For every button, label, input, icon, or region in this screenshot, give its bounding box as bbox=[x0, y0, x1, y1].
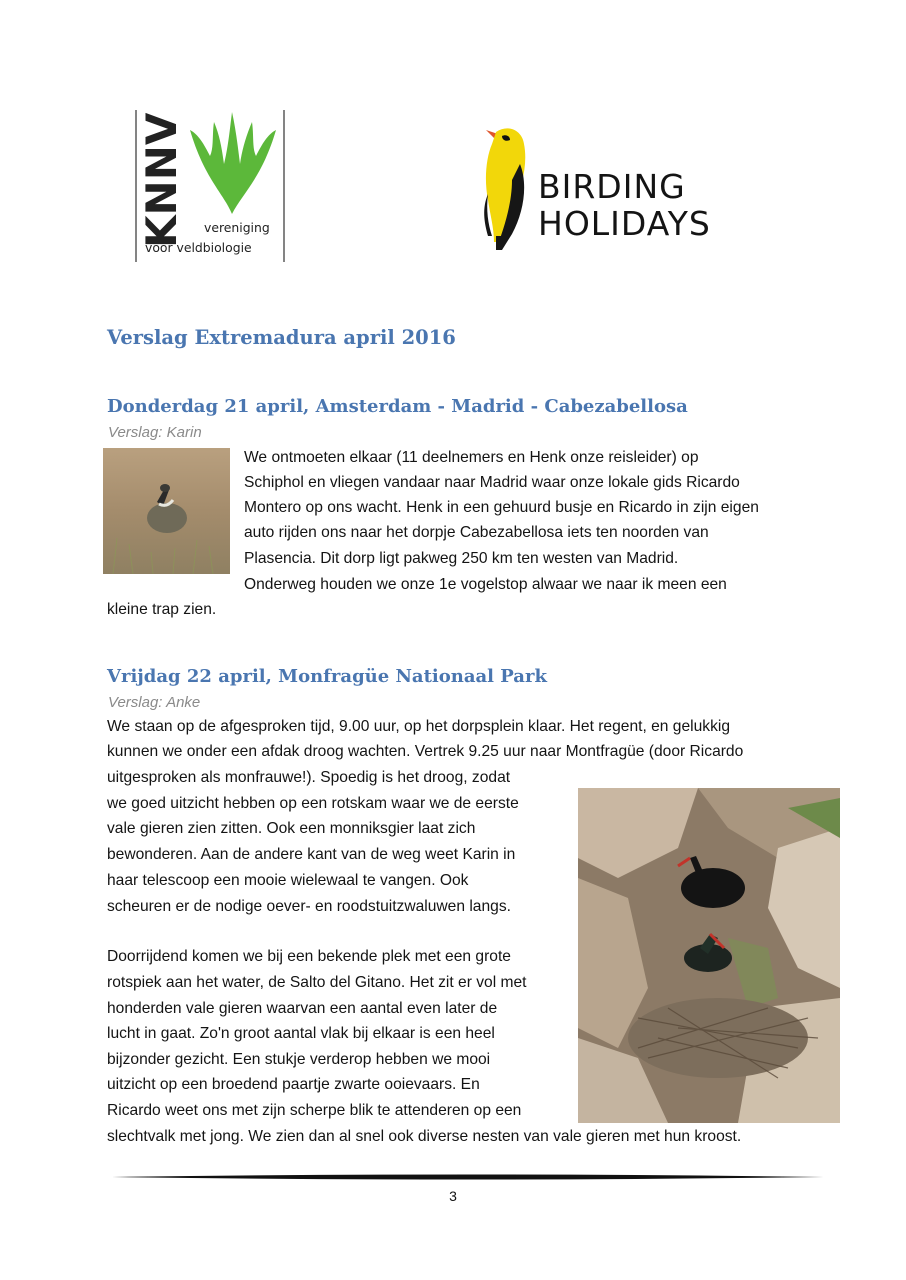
section-author-day1: Verslag: Karin bbox=[108, 424, 202, 441]
paragraph-line: haar telescoop een mooie wielewaal te vangen. Ook bbox=[107, 872, 469, 889]
little-bustard-photo bbox=[103, 448, 230, 574]
section-author-day2: Verslag: Anke bbox=[108, 694, 201, 711]
paragraph-line: lucht in gaat. Zo'n groot aantal vlak bij elkaar is een heel bbox=[107, 1025, 495, 1042]
paragraph-line: auto rijden ons naar het dorpje Cabezabellosa iets ten noorden van bbox=[244, 524, 709, 541]
paragraph-line: scheuren er de nodige oever- en roodstuitzwaluwen langs. bbox=[107, 898, 511, 915]
report-title: Verslag Extremadura april 2016 bbox=[107, 326, 456, 349]
oriole-icon bbox=[482, 124, 542, 254]
birding-holidays-wordmark bbox=[538, 168, 711, 242]
knnv-logo-graphic bbox=[132, 108, 288, 266]
paragraph-line: uitzicht op een broedend paartje zwarte ooievaars. En bbox=[107, 1076, 480, 1093]
paragraph-line: we goed uitzicht hebben op een rotskam waar we de eerste bbox=[107, 795, 519, 812]
paragraph-line: vale gieren zien zitten. Ook een monniksgier laat zich bbox=[107, 820, 476, 837]
knnv-logo bbox=[132, 108, 288, 266]
paragraph-line: uitgesproken als monfrauwe!). Spoedig is het droog, zodat bbox=[107, 769, 511, 786]
page-number: 3 bbox=[449, 1188, 457, 1204]
paragraph-line: Schiphol en vliegen vandaar naar Madrid waar onze lokale gids Ricardo bbox=[244, 474, 740, 491]
paragraph-line: Montero op ons wacht. Henk in een gehuurd busje en Ricardo in zijn eigen bbox=[244, 499, 759, 516]
paragraph-line: Onderweg houden we onze 1e vogelstop alwaar we naar ik meen een bbox=[244, 576, 727, 593]
section-heading-day2: Vrijdag 22 april, Monfragüe Nationaal Park bbox=[107, 666, 547, 687]
section-heading-day1: Donderdag 21 april, Amsterdam - Madrid - Cabezabellosa bbox=[107, 396, 688, 417]
paragraph-line: bewonderen. Aan de andere kant van de weg weet Karin in bbox=[107, 846, 516, 863]
knnv-letters: KNNV bbox=[137, 112, 186, 248]
paragraph-line: Ricardo weet ons met zijn scherpe blik te attenderen op een bbox=[107, 1102, 522, 1119]
holidays-word: HOLIDAYS bbox=[538, 204, 711, 243]
paragraph-line: Doorrijdend komen we bij een bekende plek met een grote bbox=[107, 948, 511, 965]
paragraph-line: We staan op de afgesproken tijd, 9.00 uur, op het dorpsplein klaar. Het regent, en gelukkig bbox=[107, 718, 731, 735]
paragraph-line: Plasencia. Dit dorp ligt pakweg 250 km ten westen van Madrid. bbox=[244, 550, 679, 567]
knnv-tagline-1: vereniging bbox=[204, 220, 270, 235]
footer-divider bbox=[112, 1170, 824, 1184]
plant-icon bbox=[190, 112, 276, 214]
paragraph-line: honderden vale gieren waarvan een aantal even later de bbox=[107, 1000, 498, 1017]
paragraph-line: kunnen we onder een afdak droog wachten. Vertrek 9.25 uur naar Montfragüe (door Ricardo bbox=[107, 743, 744, 760]
birding-holidays-logo bbox=[482, 124, 732, 254]
black-stork-nest-photo bbox=[578, 788, 840, 1123]
knnv-tagline-2: voor veldbiologie bbox=[145, 240, 252, 255]
paragraph-line: We ontmoeten elkaar (11 deelnemers en Henk onze reisleider) op bbox=[244, 449, 699, 466]
birding-word: BIRDING bbox=[538, 167, 686, 206]
paragraph-line: rotspiek aan het water, de Salto del Gitano. Het zit er vol met bbox=[107, 974, 527, 991]
paragraph-line: slechtvalk met jong. We zien dan al snel ook diverse nesten van vale gieren met hun kroost. bbox=[107, 1128, 742, 1145]
paragraph-line: kleine trap zien. bbox=[107, 601, 217, 618]
paragraph-line: bijzonder gezicht. Een stukje verderop hebben we mooi bbox=[107, 1051, 491, 1068]
